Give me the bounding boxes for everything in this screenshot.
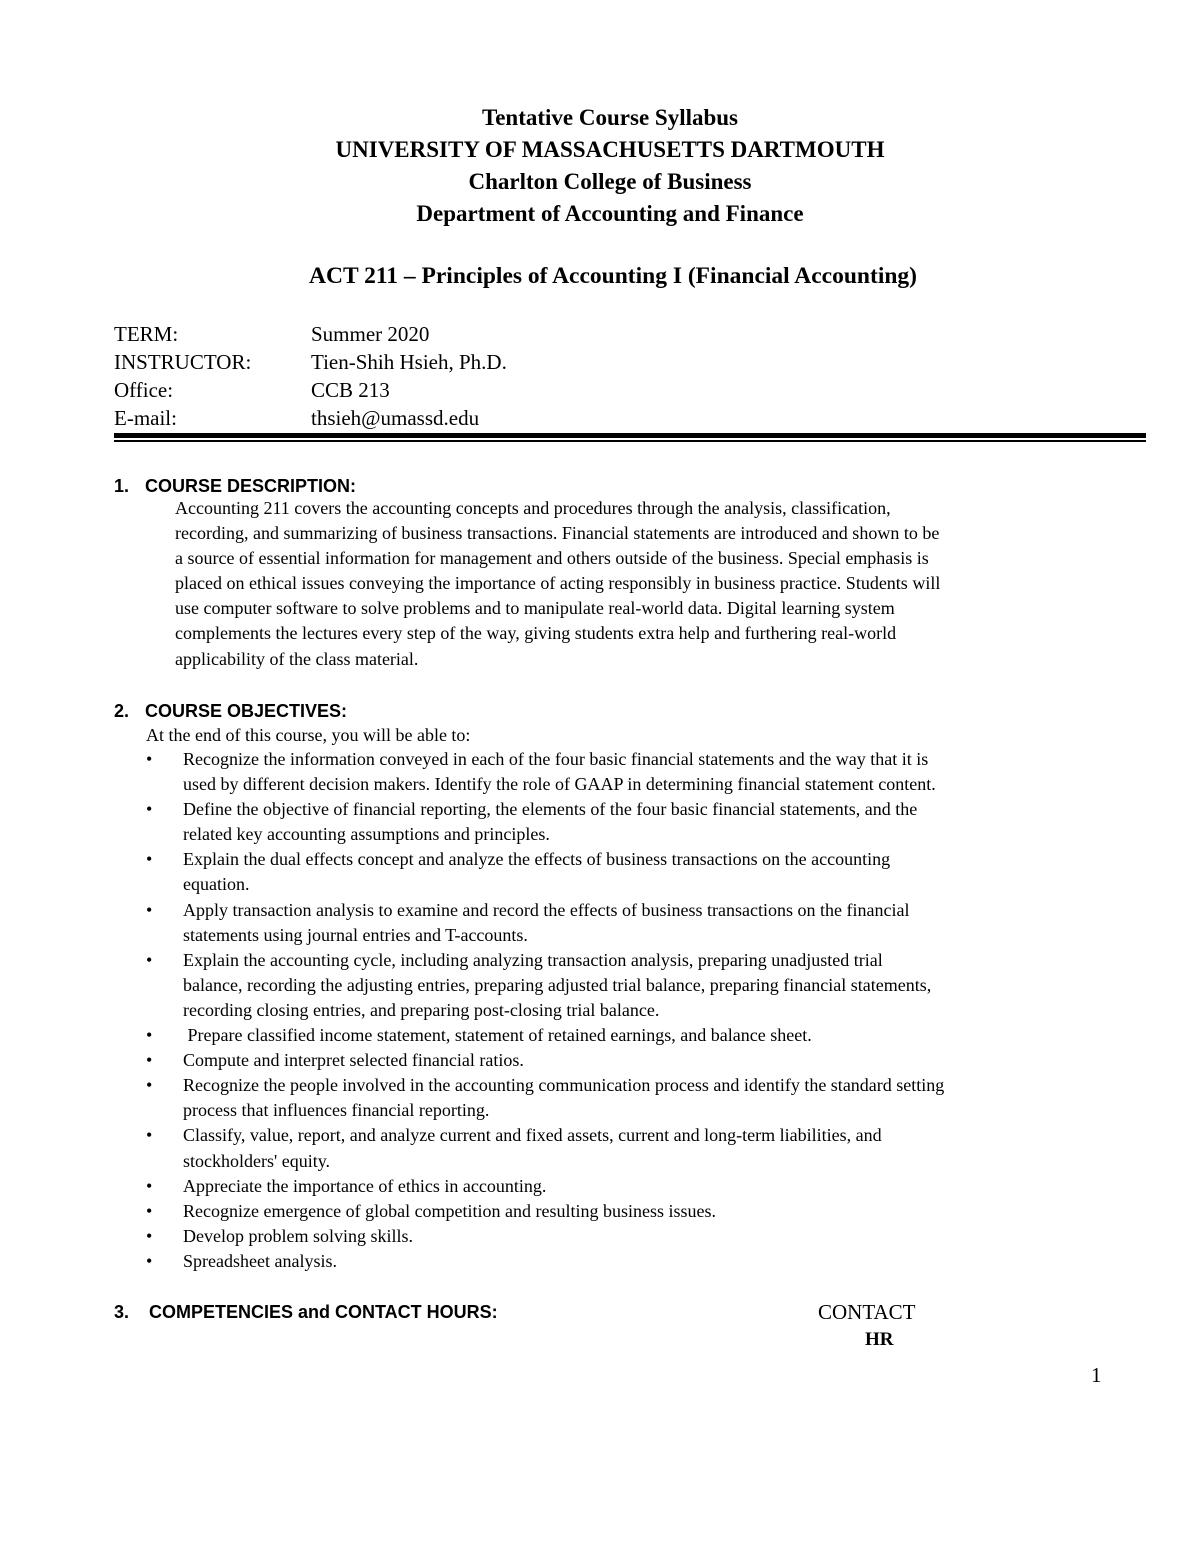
list-item [146,847,1126,897]
section-number: 1. [114,476,130,496]
section-heading-course-objectives [114,699,347,723]
bullet-icon: • [146,1025,153,1046]
info-value: CCB 213 [311,378,390,402]
bullet-icon: • [146,799,153,820]
list-item [146,898,1126,948]
objectives-intro: At the end of this course, you will be able to: [146,725,471,745]
list-item-line: Develop problem solving skills. [183,1225,413,1246]
list-item [146,797,1126,847]
description-line: placed on ethical issues conveying the importance of acting responsibly in business practice. Students will [175,573,941,594]
list-item-line: Recognize emergence of global competition and resulting business issues. [183,1200,717,1221]
list-item-line: statements using journal entries and T-accounts. [183,924,528,945]
info-row-term [114,320,507,348]
divider-thick [114,433,1146,438]
department-name: Department of Accounting and Finance [416,201,804,226]
bullet-icon: • [146,1225,153,1246]
bullet-icon: • [146,949,153,970]
list-item [146,1048,1126,1073]
list-item-line: Compute and interpret selected financial ratios. [183,1050,524,1071]
syllabus-title: Tentative Course Syllabus [481,105,739,130]
list-item-line: Define the objective of financial reporting, the elements of the four basic financial statements, and the [183,799,918,820]
list-item [146,1224,1126,1249]
objectives-list [146,747,1126,1274]
list-item-line: used by different decision makers. Identify the role of GAAP in determining financial statement content. [183,774,936,795]
bullet-icon: • [146,1175,153,1196]
info-label: TERM: [114,322,179,346]
section-title: COMPETENCIES and CONTACT HOURS: [149,1302,498,1322]
list-item-line: Recognize the people involved in the accounting communication process and identify the standard setting [183,1075,945,1096]
list-item-line: Apply transaction analysis to examine and record the effects of business transactions on the financial [183,899,910,920]
description-line: Accounting 211 covers the accounting concepts and procedures through the analysis, classification, [175,498,891,518]
info-row-instructor [114,348,507,376]
contact-label: CONTACT [818,1300,916,1324]
list-item-line: balance, recording the adjusting entries, preparing adjusted trial balance, preparing financial statements, [183,974,932,995]
section-title: COURSE OBJECTIVES: [145,701,348,721]
list-item [146,1023,1126,1048]
info-value: Summer 2020 [311,322,430,346]
bullet-icon: • [146,1200,153,1221]
description-line: complements the lectures every step of the way, giving students extra help and furthering real-world [175,623,897,644]
section-title: COURSE DESCRIPTION: [145,476,357,496]
list-item [146,747,1126,797]
bullet-icon: • [146,1050,153,1071]
description-line: use computer software to solve problems and to manipulate real-world data. Digital learning system [175,598,895,619]
list-item-line: recording closing entries, and preparing post-closing trial balance. [183,999,660,1020]
list-item [146,1073,1126,1123]
list-item-line: Explain the dual effects concept and analyze the effects of business transactions on the accounting [183,849,891,870]
list-item-line: related key accounting assumptions and principles. [183,824,550,845]
info-value: Tien-Shih Hsieh, Ph.D. [311,350,507,374]
bullet-icon: • [146,899,153,920]
course-description-text [175,496,1115,672]
list-item-line: Prepare classified income statement, statement of retained earnings, and balance sheet. [183,1025,812,1046]
list-item-line: Classify, value, report, and analyze current and fixed assets, current and long-term liabilities, and [183,1125,882,1146]
list-item-line: equation. [183,874,250,895]
list-item-line: stockholders' equity. [183,1150,331,1171]
list-item-line: Spreadsheet analysis. [183,1250,337,1271]
list-item [146,1249,1126,1274]
section-heading-competencies [114,1300,498,1324]
list-item [146,948,1126,1023]
course-title: ACT 211 – Principles of Accounting I (Financial Accounting) [309,263,917,289]
bullet-icon: • [146,849,153,870]
college-name: Charlton College of Business [468,169,752,194]
document-header [0,102,1200,230]
list-item-line: Recognize the information conveyed in each of the four basic financial statements and the way that it is [183,749,929,769]
info-label: INSTRUCTOR: [114,350,252,374]
description-line: recording, and summarizing of business transactions. Financial statements are introduced and shown to be [175,523,940,544]
section-heading-course-description [114,474,356,498]
list-item-line: Appreciate the importance of ethics in accounting. [183,1175,547,1196]
section-number: 2. [114,701,130,721]
description-line: applicability of the class material. [175,648,419,669]
list-item [146,1123,1126,1173]
course-info-table [114,320,507,432]
section-number: 3. [114,1302,130,1322]
list-item-line: process that influences financial reporting. [183,1100,490,1121]
list-item-line: Explain the accounting cycle, including analyzing transaction analysis, preparing unadjusted trial [183,949,883,970]
info-label: Office: [114,378,174,402]
bullet-icon: • [146,749,153,769]
hr-label: HR [865,1329,894,1350]
info-row-office [114,376,507,404]
page-number: 1 [1091,1363,1102,1387]
list-item [146,1174,1126,1199]
info-value: thsieh@umassd.edu [311,406,480,430]
info-row-email [114,404,507,432]
divider-thin [114,440,1146,442]
list-item [146,1199,1126,1224]
bullet-icon: • [146,1075,153,1096]
university-name: UNIVERSITY OF MASSACHUSETTS DARTMOUTH [335,137,885,162]
contact-hours-header [818,1298,938,1354]
bullet-icon: • [146,1250,153,1271]
bullet-icon: • [146,1125,153,1146]
info-label: E-mail: [114,406,177,430]
description-line: a source of essential information for management and others outside of the business. Special emphasis is [175,548,929,569]
